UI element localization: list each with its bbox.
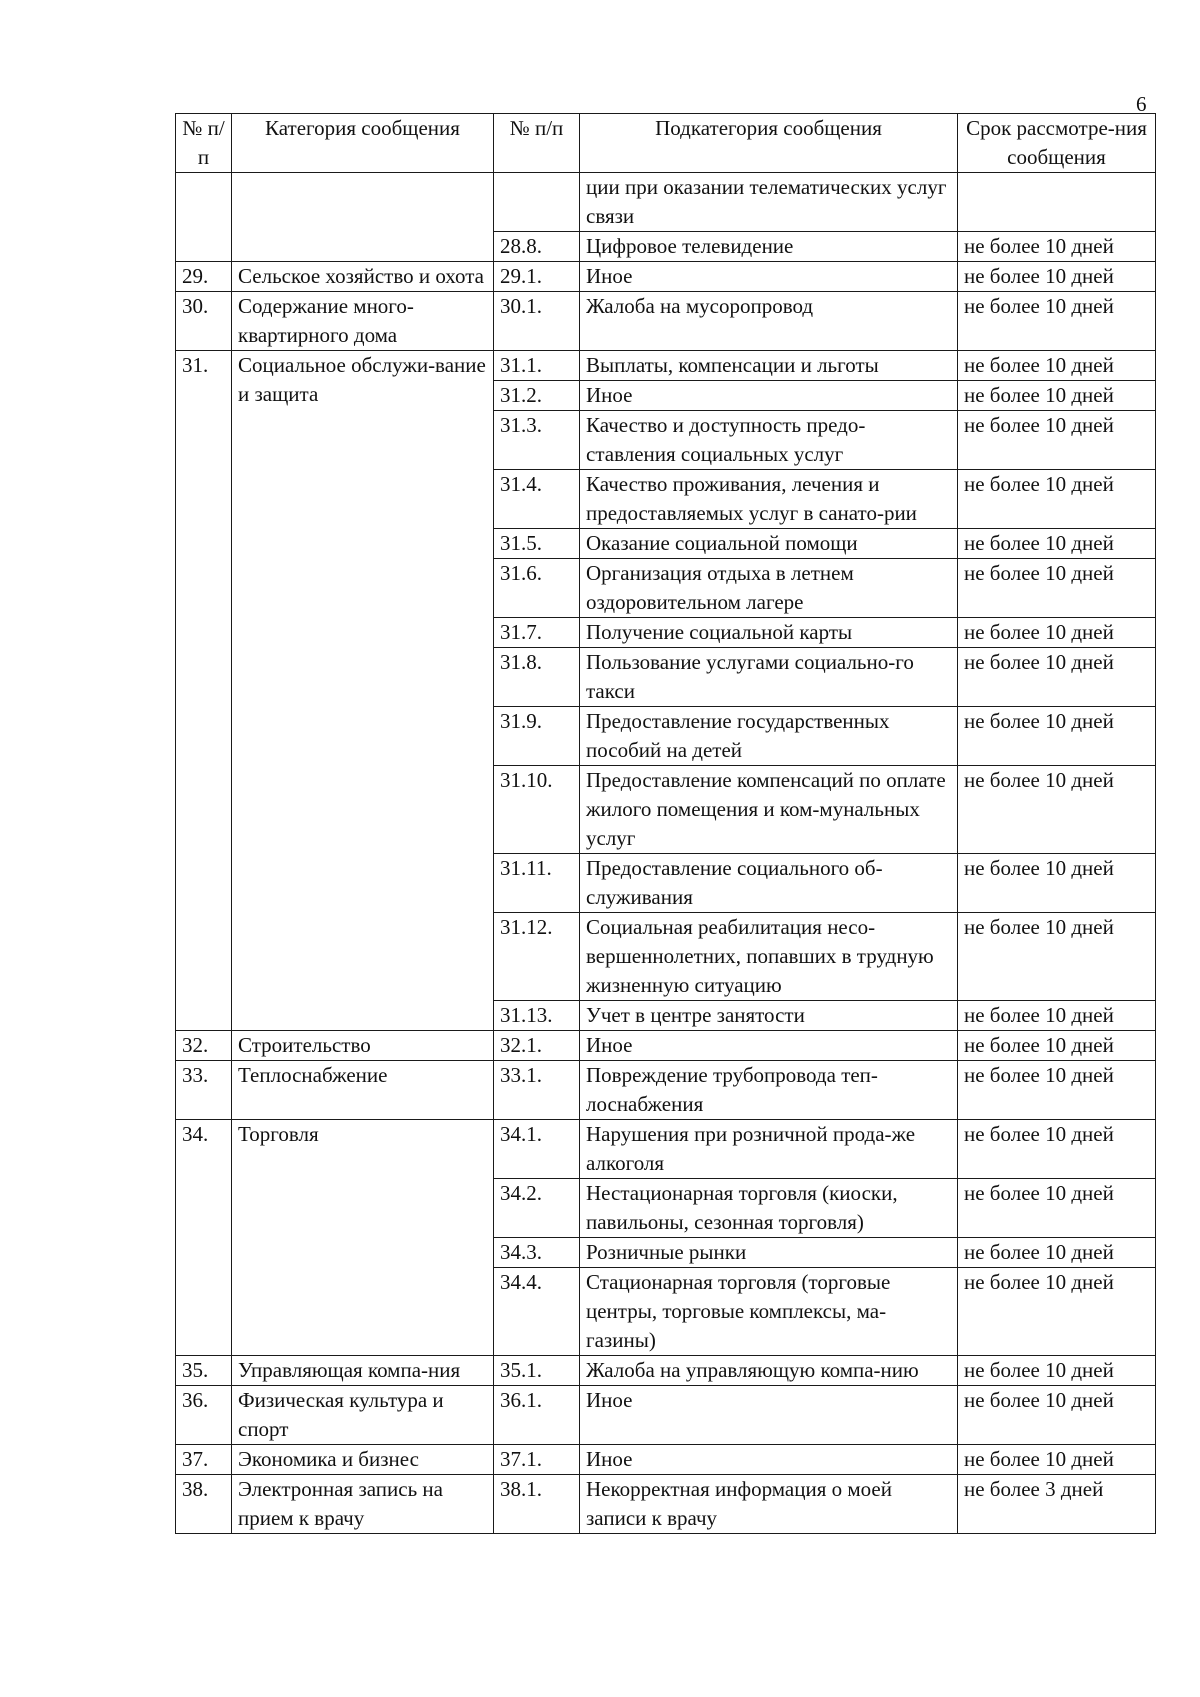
category-number: 33.: [176, 1061, 232, 1120]
subcategory-name: Получение социальной карты: [580, 618, 958, 648]
review-term: не более 10 дней: [958, 351, 1156, 381]
subcategory-name: Предоставление государственных пособий на детей: [580, 707, 958, 766]
category-name: Физическая культура и спорт: [232, 1386, 494, 1445]
review-term: не более 10 дней: [958, 232, 1156, 262]
subcategory-number: 36.1.: [494, 1386, 580, 1445]
review-term: не более 10 дней: [958, 1268, 1156, 1356]
review-term: не более 10 дней: [958, 913, 1156, 1001]
header-num: № п/п: [176, 114, 232, 173]
review-term: не более 10 дней: [958, 381, 1156, 411]
subcategory-number: 31.8.: [494, 648, 580, 707]
subcategory-number: 31.5.: [494, 529, 580, 559]
review-term: не более 10 дней: [958, 854, 1156, 913]
category-name: Строительство: [232, 1031, 494, 1061]
subcategory-number: 31.6.: [494, 559, 580, 618]
subcategory-name: Жалоба на управляющую компа-нию: [580, 1356, 958, 1386]
subcategory-number: 31.11.: [494, 854, 580, 913]
subcategory-number: 31.9.: [494, 707, 580, 766]
review-term: не более 10 дней: [958, 766, 1156, 854]
subcategory-name: Иное: [580, 381, 958, 411]
table-row: [176, 292, 1156, 351]
review-term: не более 10 дней: [958, 1001, 1156, 1031]
category-name: Управляющая компа-ния: [232, 1356, 494, 1386]
review-term: не более 10 дней: [958, 1238, 1156, 1268]
subcategory-number: 31.3.: [494, 411, 580, 470]
review-term: не более 10 дней: [958, 1356, 1156, 1386]
subcategory-number: 32.1.: [494, 1031, 580, 1061]
subcategory-number: 34.2.: [494, 1179, 580, 1238]
subcategory-number: 37.1.: [494, 1445, 580, 1475]
subcategory-name: Организация отдыха в летнем оздоровительном лагере: [580, 559, 958, 618]
subcategory-name: Нестационарная торговля (киоски, павильоны, сезонная торговля): [580, 1179, 958, 1238]
subcategory-number: 33.1.: [494, 1061, 580, 1120]
subcategory-name: Иное: [580, 1445, 958, 1475]
review-term: не более 10 дней: [958, 648, 1156, 707]
review-term: не более 10 дней: [958, 1179, 1156, 1238]
subcategory-number: 31.1.: [494, 351, 580, 381]
subcategory-name: Социальная реабилитация несо-вершеннолетних, попавших в трудную жизненную ситуацию: [580, 913, 958, 1001]
continuation-term-cell: [958, 173, 1156, 232]
categories-table: [175, 113, 1156, 1534]
review-term: не более 10 дней: [958, 1120, 1156, 1179]
category-name: Торговля: [232, 1120, 494, 1356]
table-row: [176, 1356, 1156, 1386]
subcategory-number: 31.10.: [494, 766, 580, 854]
subcategory-number: 29.1.: [494, 262, 580, 292]
subcategory-number: 31.12.: [494, 913, 580, 1001]
continuation-num-cell: [176, 173, 232, 262]
continuation-subnum-cell: [494, 173, 580, 232]
review-term: не более 10 дней: [958, 1445, 1156, 1475]
review-term: не более 10 дней: [958, 618, 1156, 648]
subcategory-number: 31.7.: [494, 618, 580, 648]
table-row: [176, 1445, 1156, 1475]
category-number: 37.: [176, 1445, 232, 1475]
table-row: [176, 1031, 1156, 1061]
header-subcategory: Подкатегория сообщения: [580, 114, 958, 173]
table-body: [176, 173, 1156, 1534]
table-row: [176, 262, 1156, 292]
category-name: Теплоснабжение: [232, 1061, 494, 1120]
review-term: не более 10 дней: [958, 1031, 1156, 1061]
page-number: 6: [1136, 92, 1147, 116]
subcategory-number: 34.1.: [494, 1120, 580, 1179]
review-term: не более 10 дней: [958, 707, 1156, 766]
review-term: не более 10 дней: [958, 262, 1156, 292]
subcategory-number: 38.1.: [494, 1475, 580, 1534]
subcategory-name: Оказание социальной помощи: [580, 529, 958, 559]
category-number: 34.: [176, 1120, 232, 1356]
subcategory-name: Выплаты, компенсации и льготы: [580, 351, 958, 381]
subcategory-name: Предоставление социального об-служивания: [580, 854, 958, 913]
category-name: Экономика и бизнес: [232, 1445, 494, 1475]
subcategory-name: Качество и доступность предо-ставления социальных услуг: [580, 411, 958, 470]
subcategory-name: Учет в центре занятости: [580, 1001, 958, 1031]
subcategory-name: Иное: [580, 1031, 958, 1061]
table-row: [176, 351, 1156, 381]
review-term: не более 10 дней: [958, 470, 1156, 529]
subcategory-name: Цифровое телевидение: [580, 232, 958, 262]
subcategory-number: 28.8.: [494, 232, 580, 262]
subcategory-number: 31.2.: [494, 381, 580, 411]
category-name: Социальное обслужи-вание и защита: [232, 351, 494, 1031]
subcategory-name: Повреждение трубопровода теп-лоснабжения: [580, 1061, 958, 1120]
subcategory-number: 30.1.: [494, 292, 580, 351]
category-name: Электронная запись на прием к врачу: [232, 1475, 494, 1534]
continuation-category-cell: [232, 173, 494, 262]
subcategory-number: 34.3.: [494, 1238, 580, 1268]
subcategory-name: Некорректная информация о моей записи к врачу: [580, 1475, 958, 1534]
category-number: 29.: [176, 262, 232, 292]
review-term: не более 10 дней: [958, 411, 1156, 470]
category-name: Содержание много-квартирного дома: [232, 292, 494, 351]
subcategory-name: Нарушения при розничной прода-же алкоголя: [580, 1120, 958, 1179]
subcategory-name: Пользование услугами социально-го такси: [580, 648, 958, 707]
subcategory-name: Иное: [580, 262, 958, 292]
continuation-subcategory-cell: ции при оказании телематических услуг связи: [580, 173, 958, 232]
review-term: не более 10 дней: [958, 559, 1156, 618]
table-row: [176, 1120, 1156, 1179]
header-category: Категория сообщения: [232, 114, 494, 173]
table-header-row: [176, 114, 1156, 173]
review-term: не более 10 дней: [958, 529, 1156, 559]
subcategory-name: Качество проживания, лечения и предоставляемых услуг в санато-рии: [580, 470, 958, 529]
review-term: не более 10 дней: [958, 292, 1156, 351]
header-term: Срок рассмотре-ния сообщения: [958, 114, 1156, 173]
header-subnum: № п/п: [494, 114, 580, 173]
table-row: [176, 1475, 1156, 1534]
category-number: 35.: [176, 1356, 232, 1386]
subcategory-number: 31.4.: [494, 470, 580, 529]
subcategory-number: 34.4.: [494, 1268, 580, 1356]
subcategory-number: 31.13.: [494, 1001, 580, 1031]
subcategory-name: Иное: [580, 1386, 958, 1445]
table-row: [176, 173, 1156, 232]
subcategory-number: 35.1.: [494, 1356, 580, 1386]
subcategory-name: Розничные рынки: [580, 1238, 958, 1268]
category-number: 30.: [176, 292, 232, 351]
table-row: [176, 1386, 1156, 1445]
category-name: Сельское хозяйство и охота: [232, 262, 494, 292]
table-row: [176, 1061, 1156, 1120]
subcategory-name: Предоставление компенсаций по оплате жилого помещения и ком-мунальных услуг: [580, 766, 958, 854]
subcategory-name: Жалоба на мусоропровод: [580, 292, 958, 351]
review-term: не более 10 дней: [958, 1386, 1156, 1445]
review-term: не более 3 дней: [958, 1475, 1156, 1534]
review-term: не более 10 дней: [958, 1061, 1156, 1120]
category-number: 36.: [176, 1386, 232, 1445]
subcategory-name: Стационарная торговля (торговые центры, торговые комплексы, ма-газины): [580, 1268, 958, 1356]
category-number: 32.: [176, 1031, 232, 1061]
category-number: 31.: [176, 351, 232, 1031]
category-number: 38.: [176, 1475, 232, 1534]
